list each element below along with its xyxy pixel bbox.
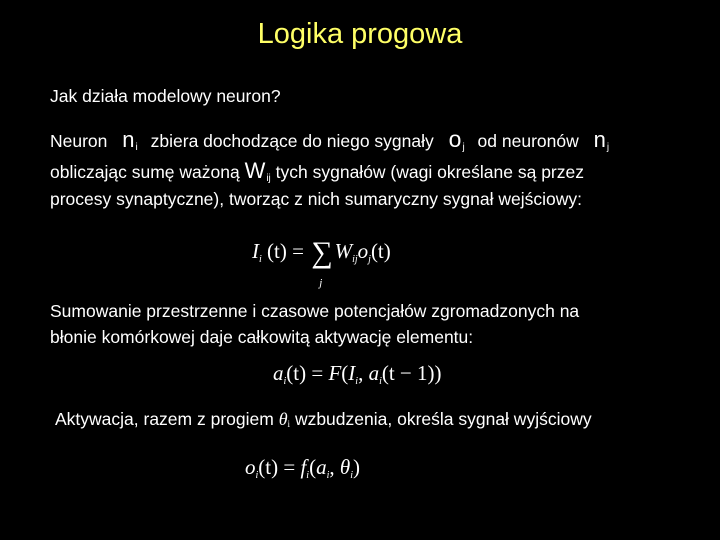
text-from-neurons: od neuronów [477,131,579,151]
text-output-signal: wzbudzenia, określa sygnał wyjściowy [294,409,592,429]
symbol-w-ij: $W_{ij}$ [244,158,271,184]
paragraph-3 [55,407,592,436]
question-text: Jak działa modelowy neuron? [50,86,281,106]
symbol-n-j: $n_j$ [593,127,610,153]
formula-output: $o_i(t) = f_i(a_i$, $\theta_i$) [245,455,360,481]
symbol-theta-i: $\theta_i$ [278,409,291,429]
text-neuron: Neuron [50,131,108,151]
paragraph-2-line-1: Sumowanie przestrzenne i czasowe potencjałów zgromadzonych na [50,301,580,321]
symbol-n-i: $n_i$ [122,127,138,153]
summation-symbol: ∑ j [311,236,333,289]
paragraph-1-line-1 [50,127,609,160]
text-signals-weights: tych sygnałów (wagi określane są przez [275,162,584,182]
text-collects: zbiera dochodzące do niego sygnały [150,131,434,151]
paragraph-1-line-3: procesy synaptyczne), tworząc z nich sumaryczny sygnał wejściowy: [50,189,582,209]
paragraph-2-line-2: błonie komórkowej daje całkowitą aktywację elementu: [50,327,474,347]
slide-title: Logika progowa [257,18,463,50]
formula-activation: $a_i(t) = F(I_i$, $a_i(t - 1)$) [273,361,442,387]
formula-input-sum: $I_i$ (t) = ∑ j $W_{ij}o_j(t)$ [252,236,391,289]
text-activation-threshold: Aktywacja, razem z progiem [55,409,274,429]
symbol-o-j: $o_j$ [448,126,465,153]
text-weighted-sum: obliczając sumę ważoną [50,162,240,182]
